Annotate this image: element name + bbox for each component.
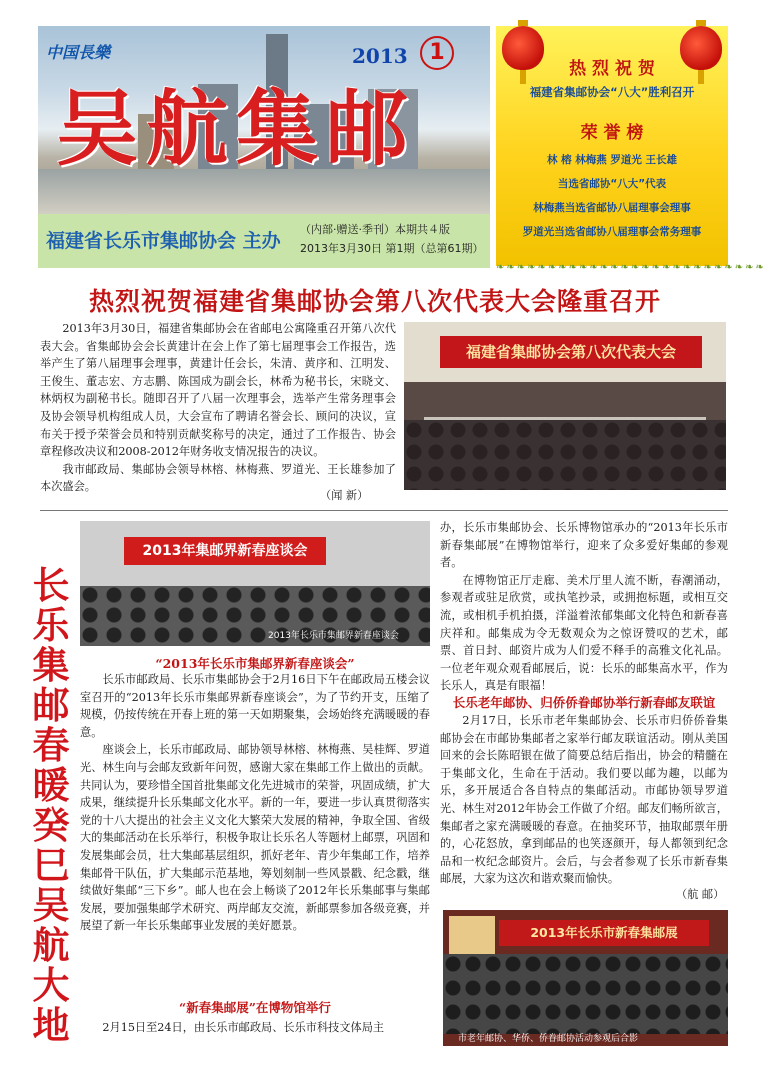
article-paragraph: 长乐市邮政局、长乐市集邮协会于2月16日下午在邮政局五楼会议室召开的“2013年长乐市集邮界新春座谈会”，为了节约开支，压缩了规模，仍按传统在开春上班的第一天如期聚集，会场始终充满暖暖的春意。 <box>80 673 430 739</box>
article-congress <box>40 320 396 496</box>
vertical-char: 集 <box>32 644 70 687</box>
article-paragraph: 2013年3月30日，福建省集邮协会在省邮电公寓隆重召开第八次代表大会。省集邮协会会长黄建计在会上作了第七届理事会工作报告，选举产生了第八届理事会理事，黄建计任会长，朱清、黄序和、江明发、王俊生、董志宏、方志鹏、陈国成为副会长，林希为秘书长，宋晓文、林炳权为副秘书长。随即召开了八届一次理事会，选举产生常务理事会及协会领导机构组成人员，大会宣布了聘请名誉会长、顾问的决议，宣布关于授予荣誉会员和特别贡献奖称号的决定，通过了工作报告、协会章程修改决议和2008-2012年财务收支情况报告的决议。 <box>40 322 396 459</box>
vertical-char: 巳 <box>32 844 70 887</box>
article-paragraph: 2月17日，长乐市老年集邮协会、长乐市归侨侨眷集邮协会在市邮协集邮者之家举行邮友联谊活动。刚从美国回来的会长陈昭银在做了简要总结后指出，协会的精髓在于集邮文化，生命在于活动。我们要以邮为趣，以邮为乐，多开展适合各自特点的集邮活动。市邮协领导罗道光、林生对2012年协会工作做了介绍。邮友们畅所欲言，集邮者之家充满暖暖的春意。在抽奖环节，抽取邮票年册的，心花怒放，拿到邮品的也笑逐颜开，每人都领到纪念品和一枚纪念邮资片。会后，与会者参观了长乐市新春集邮展，大家为这次和谐欢聚而愉快。 <box>440 714 728 886</box>
article-paragraph: 在博物馆正厅走廊、美术厅里人流不断，春潮涌动，参观者或驻足欣赏，或执笔抄录，或拥抱标题，或相互交流，或相机手机拍摄，洋溢着浓郁集邮文化特色和新春喜庆祥和。邮集成为令无数观众为之惊讶赞叹的艺术，邮票、首日封、邮资片成为人们爱不释手的高雅文化礼品。一位老年观众观看邮展后，说：长乐的邮集高水平，作为长乐人，真是有眼福！ <box>440 573 728 693</box>
publication-tag: （内部·赠送·季刊） <box>300 223 395 236</box>
group-photo <box>443 910 728 1046</box>
publisher-name: 福建省长乐市集邮协会 主办 <box>46 230 281 252</box>
newspaper-title: 吴航集邮 <box>56 81 417 177</box>
honor-line: 林梅燕当选省邮协八届理事会理事 <box>533 202 691 214</box>
vertical-char: 大 <box>32 964 70 1007</box>
exhibition-banner: 2013年长乐市新春集邮展 <box>499 920 709 946</box>
issue-number-badge: 1 <box>420 36 454 70</box>
photo-caption: 市老年邮协、华侨、侨眷邮协活动参观后合影 <box>458 1034 639 1044</box>
article-seniors <box>440 712 728 888</box>
vertical-char: 吴 <box>32 884 70 927</box>
vine-ornament: ❧❧❧❧❧❧❧❧❧❧❧❧❧❧❧❧❧❧❧❧❧❧❧❧❧❧ <box>496 262 766 273</box>
section-subtitle: “新春集邮展”在博物馆举行 <box>179 1000 331 1015</box>
article-paragraph: 我市邮政局、集邮协会领导林榕、林梅燕、罗道光、王长雄参加了本次盛会。 <box>40 462 396 494</box>
vertical-char: 航 <box>32 924 70 967</box>
issue-date: 2013年3月30日 第1期（总第61期） <box>300 242 484 255</box>
group-members <box>443 954 728 1034</box>
vertical-char: 地 <box>32 1004 70 1047</box>
section-divider <box>40 510 728 511</box>
vertical-headline <box>30 566 72 1046</box>
vertical-char: 长 <box>32 564 70 607</box>
vertical-char: 乐 <box>32 604 70 647</box>
honor-line: 当选省邮协“八大”代表 <box>557 178 667 190</box>
audience <box>404 420 726 490</box>
honor-line: 林 榕 林梅燕 罗道光 王长雄 <box>546 154 678 166</box>
section-subtitle: 长乐老年邮协、归侨侨眷邮协举行新春邮友联谊 <box>452 695 716 710</box>
congress-photo <box>404 322 726 490</box>
vertical-char: 暖 <box>32 764 70 807</box>
masthead-logo-text: 中国長樂 <box>46 43 111 62</box>
honor-heading: 荣 誉 榜 <box>580 123 644 143</box>
section-subtitle: “2013年长乐市集邮界新春座谈会” <box>155 656 355 671</box>
vertical-char: 春 <box>32 724 70 767</box>
page-count: 本期共４版 <box>395 223 450 236</box>
article-exhibition-cont <box>440 519 728 695</box>
photo-caption: 2013年长乐市集邮界新春座谈会 <box>268 631 399 641</box>
article-paragraph: 办，长乐市集邮协会、长乐博物馆承办的“2013年长乐市新春集邮展”在博物馆举行，迎来了众多爱好集邮的参观者。 <box>440 521 728 570</box>
vertical-char: 癸 <box>32 804 70 847</box>
forum-banner: 2013年集邮界新春座谈会 <box>124 537 326 565</box>
article-forum <box>80 671 430 935</box>
vertical-char: 邮 <box>32 684 70 727</box>
article-byline: （闻 新） <box>320 489 369 502</box>
article-exhibition <box>80 1019 430 1037</box>
congrats-line: 福建省集邮协会“八大”胜利召开 <box>529 85 695 99</box>
article-paragraph: 座谈会上，长乐市邮政局、邮协领导林榕、林梅燕、吴桂辉、罗道光、林生向与会邮友致新年问贺，感谢大家在集邮工作上做出的贡献。共同认为，要珍惜全国首批集邮文化先进城市的荣誉，巩固成绩，扩大成果，继续提升长乐集邮文化水平。新的一年，要进一步认真贯彻落实党的十八大提出的社会主义文化大繁荣大发展的精神，争取全国、省级大的集邮活动在长乐举行，积极争取让长乐名人等题材上邮票，巩固和发展集邮会员，壮大集邮基层组织，抓好老年、青少年集邮工作，培养集邮骨干队伍，扩大集邮示范基地，筹划刻制一些风景戳、纪念戳，继续做好集邮“三下乡”。邮人也在会上畅谈了2012年长乐集邮事与集邮发展，要加强集邮学术研究、两岸邮友交流，新邮票参加各级竞赛，并展望了新一年长乐集邮事业发展的美好愿景。 <box>80 743 430 933</box>
front-headline: 热烈祝贺福建省集邮协会第八次代表大会隆重召开 <box>88 287 661 316</box>
honor-line: 罗道光当选省邮协八届理事会常务理事 <box>522 226 702 238</box>
article-paragraph: 2月15日至24日，由长乐市邮政局、长乐市科技文体局主 <box>102 1021 385 1034</box>
congrats-heading: 热 烈 祝 贺 <box>569 59 655 79</box>
article-byline: （航 邮） <box>676 888 725 901</box>
congress-banner: 福建省集邮协会第八次代表大会 <box>440 336 702 368</box>
issue-year: 2013 <box>352 44 408 68</box>
